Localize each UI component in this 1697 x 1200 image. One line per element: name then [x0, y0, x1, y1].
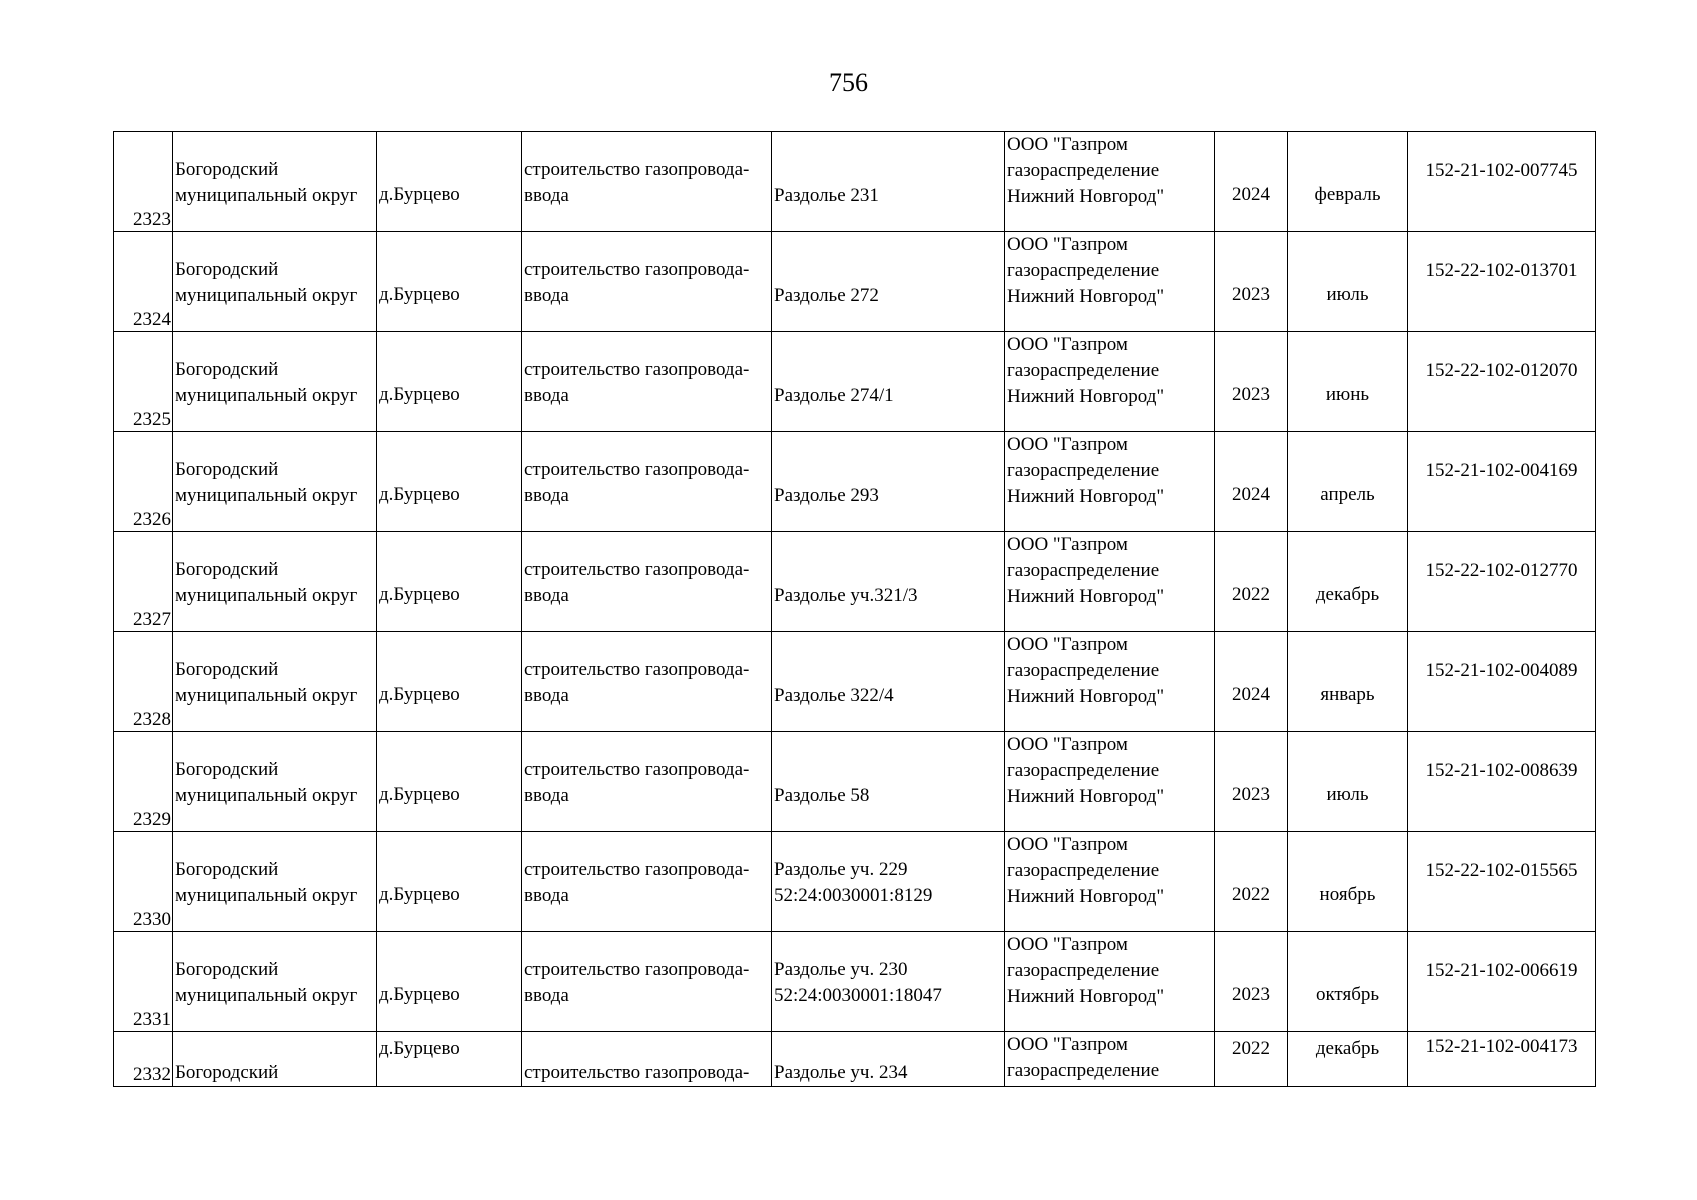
- table-row: [114, 332, 1596, 432]
- address-cell: [772, 732, 1005, 832]
- year-cell: [1215, 832, 1288, 932]
- work-type-line: строительство газопровода-: [524, 158, 750, 180]
- address-line: Раздолье 272: [774, 284, 879, 306]
- table-row: [114, 532, 1596, 632]
- organization-line: газораспределение: [1007, 560, 1160, 581]
- year-value: 2023: [1232, 783, 1270, 805]
- organization-cell: [1005, 732, 1215, 832]
- table-row: [114, 432, 1596, 532]
- address-line: Раздолье уч. 229: [774, 858, 908, 880]
- month-cell: [1288, 132, 1408, 232]
- code-cell: [1408, 932, 1596, 1032]
- address-cell: [772, 232, 1005, 332]
- village-name: д.Бурцево: [379, 283, 460, 305]
- district-line: Богородский: [175, 358, 279, 380]
- address-line: [774, 457, 1002, 483]
- village-name: д.Бурцево: [379, 683, 460, 705]
- organization-cell: [1005, 132, 1215, 232]
- district-cell: [173, 432, 377, 532]
- month-cell: [1288, 732, 1408, 832]
- village-name: д.Бурцево: [379, 183, 460, 205]
- table-row: [114, 732, 1596, 832]
- row-number: 2326: [133, 509, 171, 530]
- work-type-line: строительство газопровода-: [524, 358, 750, 380]
- organization-line: газораспределение: [1007, 260, 1160, 281]
- village-name: д.Бурцево: [379, 1038, 460, 1059]
- address-line: 52:24:0030001:18047: [774, 984, 942, 1006]
- application-code: 152-22-102-013701: [1425, 260, 1578, 281]
- year-value: 2022: [1232, 883, 1270, 905]
- year-value: 2023: [1232, 983, 1270, 1005]
- district-cell: [173, 932, 377, 1032]
- code-cell: [1408, 632, 1596, 732]
- row-number: 2327: [133, 609, 171, 630]
- organization-line: Нижний Новгород": [1007, 286, 1165, 307]
- organization-line: ООО "Газпром: [1007, 434, 1128, 455]
- row-number-cell: [114, 432, 173, 532]
- organization-line: Нижний Новгород": [1007, 786, 1165, 807]
- organization-line: газораспределение: [1007, 1060, 1160, 1081]
- month-cell: [1288, 232, 1408, 332]
- work-type-cell: [522, 1032, 772, 1087]
- district-cell: [173, 832, 377, 932]
- district-line: муниципальный округ: [175, 884, 358, 906]
- table-row: [114, 132, 1596, 232]
- organization-line: ООО "Газпром: [1007, 934, 1128, 955]
- work-type-cell: [522, 132, 772, 232]
- row-number-cell: [114, 532, 173, 632]
- gas-connection-table: [113, 131, 1596, 1087]
- organization-line: ООО "Газпром: [1007, 834, 1128, 855]
- year-cell: [1215, 732, 1288, 832]
- address-line: Раздолье уч.321/3: [774, 584, 918, 606]
- row-number-cell: [114, 1032, 173, 1087]
- month-cell: [1288, 932, 1408, 1032]
- row-number-cell: [114, 932, 173, 1032]
- village-name: д.Бурцево: [379, 883, 460, 905]
- organization-line: ООО "Газпром: [1007, 534, 1128, 555]
- address-line: [774, 657, 1002, 683]
- row-number: 2330: [133, 909, 171, 930]
- row-number-cell: [114, 232, 173, 332]
- address-line: [774, 257, 1002, 283]
- table-row: [114, 1032, 1596, 1087]
- work-type-cell: [522, 232, 772, 332]
- month-value: июнь: [1325, 383, 1370, 405]
- work-type-line: ввода: [524, 584, 569, 606]
- district-line: муниципальный округ: [175, 684, 358, 706]
- district-cell: [173, 232, 377, 332]
- work-type-cell: [522, 832, 772, 932]
- address-line: Раздолье 231: [774, 184, 879, 206]
- district-line: муниципальный округ: [175, 284, 358, 306]
- page-number: 756: [829, 68, 868, 97]
- row-number: 2324: [133, 309, 171, 330]
- address-line: [774, 357, 1002, 383]
- district-cell: [173, 532, 377, 632]
- organization-cell: [1005, 632, 1215, 732]
- district-line: Богородский: [175, 558, 279, 580]
- address-line: Раздолье уч. 230: [774, 958, 908, 980]
- organization-line: ООО "Газпром: [1007, 334, 1128, 355]
- code-cell: [1408, 532, 1596, 632]
- work-type-line: ввода: [524, 384, 569, 406]
- code-cell: [1408, 832, 1596, 932]
- month-cell: [1288, 632, 1408, 732]
- table-row: [114, 232, 1596, 332]
- address-line: Раздолье уч. 234: [774, 1062, 908, 1083]
- year-value: 2024: [1232, 683, 1270, 705]
- year-cell: [1215, 532, 1288, 632]
- application-code: 152-22-102-015565: [1425, 860, 1578, 881]
- organization-line: газораспределение: [1007, 460, 1160, 481]
- table-row: [114, 632, 1596, 732]
- year-cell: [1215, 1032, 1288, 1087]
- month-cell: [1288, 332, 1408, 432]
- code-cell: [1408, 432, 1596, 532]
- year-value: 2024: [1232, 183, 1270, 205]
- district-line: Богородский: [175, 958, 279, 980]
- row-number: 2328: [133, 709, 171, 730]
- organization-cell: [1005, 832, 1215, 932]
- district-line: муниципальный округ: [175, 784, 358, 806]
- address-cell: [772, 332, 1005, 432]
- work-type-line: ввода: [524, 784, 569, 806]
- address-cell: [772, 632, 1005, 732]
- table-row: [114, 932, 1596, 1032]
- year-value: 2022: [1232, 583, 1270, 605]
- village-name: д.Бурцево: [379, 983, 460, 1005]
- organization-cell: [1005, 532, 1215, 632]
- address-cell: [772, 532, 1005, 632]
- code-cell: [1408, 232, 1596, 332]
- work-type-cell: [522, 932, 772, 1032]
- district-cell: [173, 132, 377, 232]
- work-type-cell: [522, 632, 772, 732]
- organization-line: газораспределение: [1007, 360, 1160, 381]
- village-name: д.Бурцево: [379, 483, 460, 505]
- row-number-cell: [114, 732, 173, 832]
- year-cell: [1215, 132, 1288, 232]
- code-cell: [1408, 732, 1596, 832]
- row-number: 2332: [133, 1064, 171, 1085]
- year-value: 2024: [1232, 483, 1270, 505]
- application-code: 152-21-102-004089: [1425, 660, 1578, 681]
- row-number-cell: [114, 832, 173, 932]
- village-cell: [377, 1032, 522, 1087]
- year-value: 2022: [1232, 1038, 1270, 1059]
- year-cell: [1215, 432, 1288, 532]
- organization-line: Нижний Новгород": [1007, 486, 1165, 507]
- district-cell: [173, 732, 377, 832]
- year-cell: [1215, 632, 1288, 732]
- month-value: октябрь: [1315, 983, 1380, 1005]
- district-line: Богородский: [175, 458, 279, 480]
- organization-line: Нижний Новгород": [1007, 386, 1165, 407]
- organization-line: ООО "Газпром: [1007, 234, 1128, 255]
- address-line: Раздолье 293: [774, 484, 879, 506]
- district-cell: [173, 1032, 377, 1087]
- year-cell: [1215, 332, 1288, 432]
- organization-line: Нижний Новгород": [1007, 986, 1165, 1007]
- district-line: Богородский: [175, 258, 279, 280]
- application-code: 152-21-102-006619: [1425, 960, 1578, 981]
- work-type-cell: [522, 432, 772, 532]
- month-value: февраль: [1314, 183, 1381, 205]
- row-number: 2323: [133, 209, 171, 230]
- work-type-line: ввода: [524, 684, 569, 706]
- district-line: муниципальный округ: [175, 984, 358, 1006]
- work-type-line: строительство газопровода-: [524, 858, 750, 880]
- organization-cell: [1005, 232, 1215, 332]
- village-name: д.Бурцево: [379, 783, 460, 805]
- year-cell: [1215, 232, 1288, 332]
- organization-line: ООО "Газпром: [1007, 134, 1128, 155]
- month-value: декабрь: [1315, 1038, 1380, 1059]
- application-code: 152-21-102-007745: [1425, 160, 1578, 181]
- year-value: 2023: [1232, 383, 1270, 405]
- work-type-line: строительство газопровода-: [524, 1062, 750, 1083]
- district-line: Богородский: [175, 1062, 279, 1083]
- village-cell: [377, 832, 522, 932]
- work-type-cell: [522, 332, 772, 432]
- application-code: 152-21-102-004173: [1425, 1036, 1578, 1057]
- address-cell: [772, 432, 1005, 532]
- month-cell: [1288, 432, 1408, 532]
- organization-cell: [1005, 932, 1215, 1032]
- address-cell: [772, 132, 1005, 232]
- organization-line: газораспределение: [1007, 860, 1160, 881]
- village-name: д.Бурцево: [379, 583, 460, 605]
- organization-line: газораспределение: [1007, 960, 1160, 981]
- year-value: 2023: [1232, 283, 1270, 305]
- month-value: апрель: [1320, 483, 1375, 505]
- organization-cell: [1005, 332, 1215, 432]
- table-body: [114, 132, 1596, 1087]
- row-number-cell: [114, 332, 173, 432]
- organization-line: Нижний Новгород": [1007, 886, 1165, 907]
- village-name: д.Бурцево: [379, 383, 460, 405]
- row-number: 2325: [133, 409, 171, 430]
- work-type-line: строительство газопровода-: [524, 458, 750, 480]
- organization-line: Нижний Новгород": [1007, 686, 1165, 707]
- row-number-cell: [114, 132, 173, 232]
- district-line: муниципальный округ: [175, 584, 358, 606]
- organization-line: Нижний Новгород": [1007, 586, 1165, 607]
- organization-line: газораспределение: [1007, 660, 1160, 681]
- row-number: 2329: [133, 809, 171, 830]
- district-line: муниципальный округ: [175, 484, 358, 506]
- address-cell: [772, 932, 1005, 1032]
- district-line: Богородский: [175, 658, 279, 680]
- month-value: июль: [1326, 783, 1369, 805]
- work-type-cell: [522, 532, 772, 632]
- address-cell: [772, 832, 1005, 932]
- work-type-line: ввода: [524, 984, 569, 1006]
- address-line: [774, 757, 1002, 783]
- organization-cell: [1005, 432, 1215, 532]
- code-cell: [1408, 332, 1596, 432]
- village-cell: [377, 632, 522, 732]
- address-line: [774, 157, 1002, 183]
- year-cell: [1215, 932, 1288, 1032]
- work-type-line: ввода: [524, 884, 569, 906]
- address-line: [774, 557, 1002, 583]
- village-cell: [377, 532, 522, 632]
- month-cell: [1288, 832, 1408, 932]
- code-cell: [1408, 1032, 1596, 1087]
- address-line: Раздолье 274/1: [774, 384, 894, 406]
- district-line: муниципальный округ: [175, 384, 358, 406]
- application-code: 152-22-102-012070: [1425, 360, 1578, 381]
- organization-line: газораспределение: [1007, 760, 1160, 781]
- work-type-line: строительство газопровода-: [524, 558, 750, 580]
- month-value: декабрь: [1315, 583, 1380, 605]
- district-cell: [173, 632, 377, 732]
- work-type-line: строительство газопровода-: [524, 958, 750, 980]
- organization-line: Нижний Новгород": [1007, 186, 1165, 207]
- row-number-cell: [114, 632, 173, 732]
- application-code: 152-21-102-008639: [1425, 760, 1578, 781]
- month-cell: [1288, 1032, 1408, 1087]
- work-type-line: строительство газопровода-: [524, 758, 750, 780]
- work-type-line: строительство газопровода-: [524, 258, 750, 280]
- district-cell: [173, 332, 377, 432]
- address-line: 52:24:0030001:8129: [774, 884, 933, 906]
- district-line: Богородский: [175, 858, 279, 880]
- village-cell: [377, 332, 522, 432]
- row-number: 2331: [133, 1009, 171, 1030]
- organization-cell: [1005, 1032, 1215, 1087]
- organization-line: ООО "Газпром: [1007, 634, 1128, 655]
- district-line: Богородский: [175, 158, 279, 180]
- organization-line: газораспределение: [1007, 160, 1160, 181]
- application-code: 152-22-102-012770: [1425, 560, 1578, 581]
- month-value: январь: [1320, 683, 1375, 705]
- organization-line: ООО "Газпром: [1007, 734, 1128, 755]
- work-type-line: ввода: [524, 284, 569, 306]
- work-type-line: ввода: [524, 184, 569, 206]
- work-type-cell: [522, 732, 772, 832]
- month-value: июль: [1326, 283, 1369, 305]
- organization-line: ООО "Газпром: [1007, 1034, 1128, 1055]
- village-cell: [377, 932, 522, 1032]
- district-line: Богородский: [175, 758, 279, 780]
- village-cell: [377, 232, 522, 332]
- code-cell: [1408, 132, 1596, 232]
- month-cell: [1288, 532, 1408, 632]
- work-type-line: строительство газопровода-: [524, 658, 750, 680]
- village-cell: [377, 432, 522, 532]
- address-line: Раздолье 58: [774, 784, 870, 806]
- address-cell: [772, 1032, 1005, 1087]
- work-type-line: ввода: [524, 484, 569, 506]
- application-code: 152-21-102-004169: [1425, 460, 1578, 481]
- district-line: муниципальный округ: [175, 184, 358, 206]
- table-row: [114, 832, 1596, 932]
- address-line: Раздолье 322/4: [774, 684, 894, 706]
- village-cell: [377, 132, 522, 232]
- village-cell: [377, 732, 522, 832]
- month-value: ноябрь: [1319, 883, 1376, 905]
